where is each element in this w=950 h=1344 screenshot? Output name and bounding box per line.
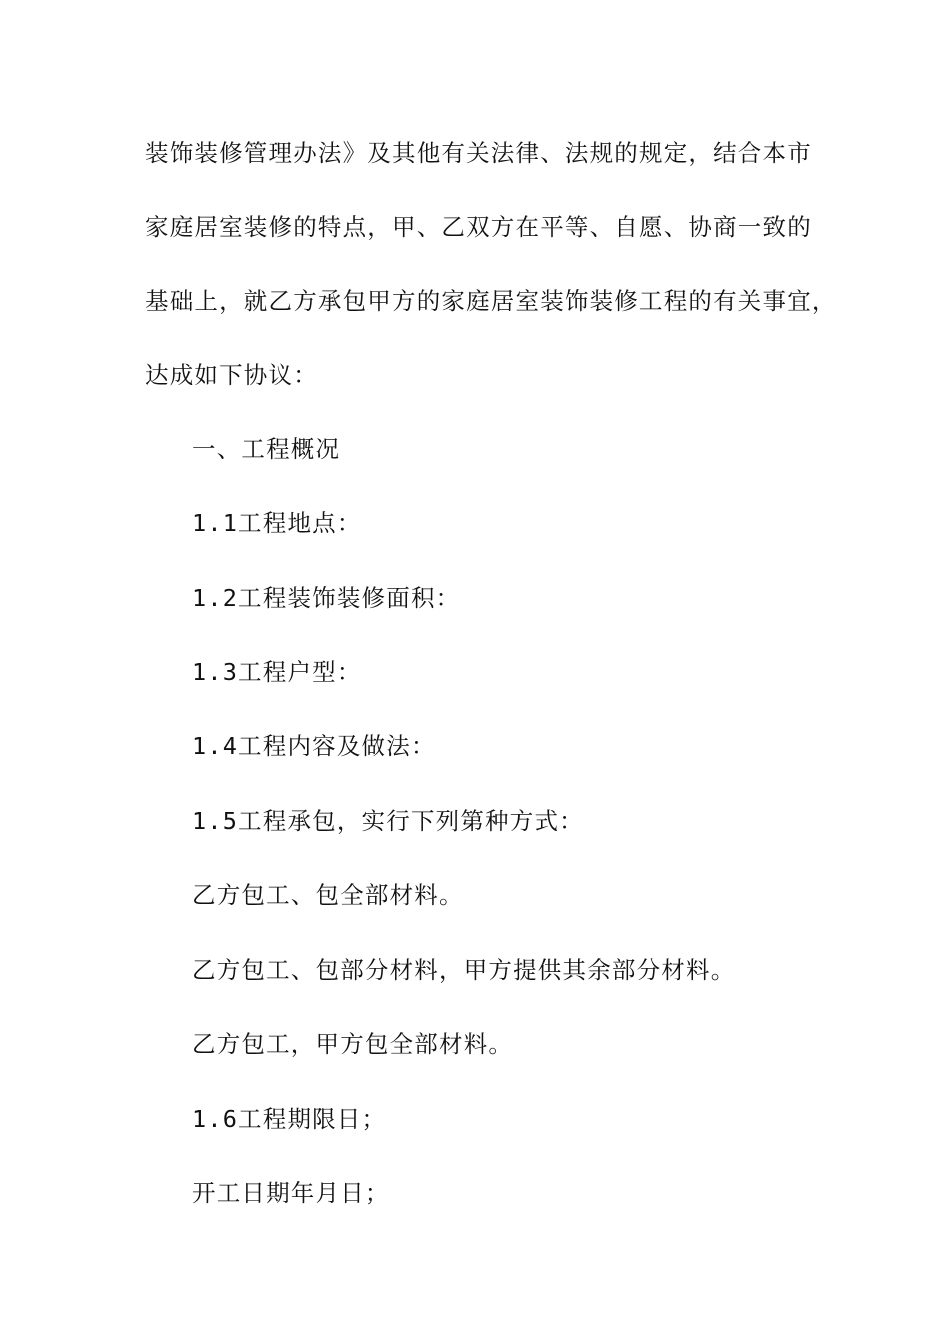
list-item: 1.2工程装饰装修面积： — [192, 584, 461, 612]
paragraph-line: 家庭居室装修的特点，甲、乙双方在平等、自愿、协商一致的 — [145, 213, 812, 241]
list-item: 1.5工程承包，实行下列第种方式： — [192, 807, 584, 835]
section-heading: 一、工程概况 — [192, 435, 341, 463]
list-item: 开工日期年月日； — [192, 1179, 390, 1207]
list-item: 1.4工程内容及做法： — [192, 732, 436, 760]
paragraph-line: 基础上，就乙方承包甲方的家庭居室装饰装修工程的有关事宜， — [145, 287, 837, 315]
list-item: 1.1工程地点： — [192, 509, 362, 537]
list-item: 1.6工程期限日； — [192, 1105, 387, 1133]
paragraph-line: 装饰装修管理办法》及其他有关法律、法规的规定，结合本市 — [145, 139, 812, 167]
paragraph-line: 达成如下协议： — [145, 361, 318, 389]
list-item: 1.3工程户型： — [192, 658, 362, 686]
list-item: 乙方包工，甲方包全部材料。 — [192, 1030, 514, 1058]
list-item: 乙方包工、包部分材料，甲方提供其余部分材料。 — [192, 956, 736, 984]
list-item: 乙方包工、包全部材料。 — [192, 881, 464, 909]
